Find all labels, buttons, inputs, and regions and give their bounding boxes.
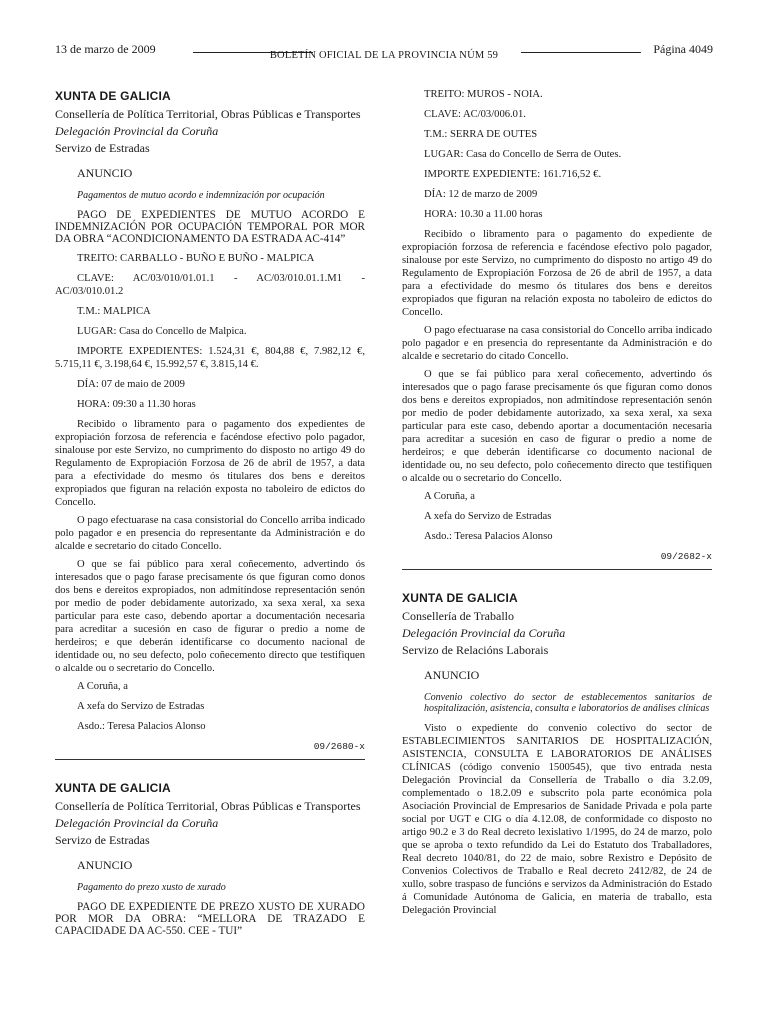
notice-divider: [402, 569, 712, 570]
delegacion-name: Delegación Provincial da Coruña: [55, 124, 219, 138]
body-paragraph: O pago efectuarase na casa consistorial do Concello arriba indicado polo pagador e en presencia do representante da Administración e do alcalde e secretario do citado Concello.: [55, 515, 365, 552]
notice-divider: [55, 759, 365, 760]
notice-title: PAGO DE EXPEDIENTE DE PREZO XUSTO DE XURADO POR MOR DA OBRA: “MELLORA DE TRAZADO E CAPACIDADE DA AC-550. CEE - TUI”: [55, 901, 365, 937]
anuncio-label: ANUNCIO: [77, 858, 133, 872]
body-paragraph: O pago efectuarase na casa consistorial do Concello arriba indicado polo pagador e en presencia do representante da Administración e do alcalde e secretario do citado Concello.: [402, 325, 712, 362]
servizo-name: Servizo de Estradas: [55, 833, 150, 847]
conselleria-name: Consellería de Política Territorial, Obras Públicas e Transportes: [55, 799, 361, 813]
body-paragraph: Recibido o libramento para o pagamento dos expedientes de expropiación forzosa de referencia e facéndose efectivo polo pagador, sinalouse por este Servizo, no cumprimento do disposto no artigo 49 do Regulamento de Expropiación Forzosa de 26 de abril de 1957, a data para a efectividade do mesmo ós titulares dos bens e dereitos expropiados que figuran na relación exposta no taboleiro de edictos do Concello.: [55, 419, 365, 508]
notice-estradas-xurado: [55, 782, 365, 937]
issue-date: 13 de marzo de 2009: [55, 42, 156, 56]
page-number: Página 4049: [653, 42, 713, 56]
signature-role: A xefa do Servizo de Estradas: [424, 511, 552, 522]
field-importe: IMPORTE EXPEDIENTES: 1.524,31 €, 804,88 €, 7.982,12 €, 5.715,11 €, 3.198,64 €, 15.992,57 €, 3.815,14 €.: [55, 346, 365, 370]
issuer-heading: XUNTA DE GALICIA: [55, 89, 171, 103]
notice-subject: Pagamentos de mutuo acordo e indemnización por ocupación: [77, 190, 325, 201]
delegacion-name: Delegación Provincial da Coruña: [55, 816, 219, 830]
field-treito: TREITO: MUROS - NOIA.: [424, 89, 543, 100]
anuncio-label: ANUNCIO: [424, 668, 480, 682]
notice-subject: Pagamento do prezo xusto de xurado: [77, 882, 226, 893]
servizo-name: Servizo de Relacións Laborais: [402, 643, 549, 657]
conselleria-name: Consellería de Política Territorial, Obras Públicas e Transportes: [55, 107, 361, 121]
left-column: [55, 88, 365, 944]
field-hora: HORA: 09:30 a 11.30 horas: [77, 399, 196, 410]
notice-title: PAGO DE EXPEDIENTES DE MUTUO ACORDO E INDEMNIZACIÓN POR OCUPACIÓN TEMPORAL POR MOR DA OBRA “ACONDICIONAMENTO DA ESTRADA AC-414”: [55, 209, 365, 245]
delegacion-name: Delegación Provincial da Coruña: [402, 626, 566, 640]
notice-reference: 09/2680-x: [313, 741, 365, 752]
field-clave: CLAVE: AC/03/006.01.: [424, 109, 526, 120]
page-header: [55, 42, 713, 62]
body-paragraph: O que se fai público para xeral coñecemento, advertindo ós interesados que o pago farase precisamente ós que figuran como donos dos bens e dereitos expropiados, non admitíndose representación senón por medio de poder debidamente autorizado, xa sexa xeral, xa sexa particular para este caso, debendo aportar a documentación necesaria para acreditar a sucesión en caso de figurar o predio a nome de herdeiros; e que deberán identificarse co documento nacional de identidade ou, no seu defecto, polo coñecemento directo que testifiquen o alcalde ou o secretario do Concello.: [402, 369, 712, 484]
anuncio-label: ANUNCIO: [77, 166, 133, 180]
signature-place: A Coruña, a: [77, 681, 128, 692]
field-lugar: LUGAR: Casa do Concello de Malpica.: [77, 326, 247, 337]
signature-role: A xefa do Servizo de Estradas: [77, 701, 205, 712]
body-paragraph: Recibido o libramento para o pagamento do expediente de expropiación forzosa de referencia e facéndose efectivo polo pagador, sinalouse por este Servizo, no cumprimento do disposto no artigo 49 do Regulamento de Expropiación Forzosa de 26 de abril de 1957, a data para a efectividade do mesmo ós titulares dos bens e dereitos expropiados que figuran na relación exposta no taboleiro de edictos do Concello.: [402, 229, 712, 318]
notice-estradas-malpica: [55, 90, 365, 760]
notice-estradas-serra-de-outes: [402, 88, 712, 570]
notice-subject: Convenio colectivo do sector de establecementos sanitarios de hospitalización, asistencia, consulta e laboratorios de análises clínicas: [424, 692, 712, 714]
conselleria-name: Consellería de Traballo: [402, 609, 514, 623]
field-lugar: LUGAR: Casa do Concello de Serra de Outes.: [424, 149, 622, 160]
notice-traballo-convenio: [402, 592, 712, 917]
issuer-heading: XUNTA DE GALICIA: [402, 591, 518, 605]
body-paragraph: Visto o expediente do convenio colectivo do sector de ESTABLECIMIENTOS SANITARIOS DE HOSPITALIZACIÓN, ASISTENCIA, CONSULTA E LABORATORIOS DE ANÁLISES CLÍNICAS (código convenio 1500545), que tivo entrada nesta Delegación Provincial da Consellería de Traballo o día 3.2.09, complementado o 18.2.09 e subscrito pola parte económica pola Asociación Provincial de Empresarios de Sanidade Privada e pola parte social por UGT e CIG o día 4.12.08, de conformidade co disposto no artigo 90.2 e 3 do Real decreto lexislativo 1/1995, do 24 de marzo, polo que se aproba o texto refundido da Lei do Estatuto dos Traballadores, Real decreto 1040/81, do 22 de maio, sobre Rexistro e Depósito de Convenios Colectivos de Traballo e Real decreto 2412/82, de 24 de xullo, sobre traspaso de funcións e servizos da Administración do Estado á Comunidade Autónoma de Galicia, en materia de traballo, esta Delegación Provincial: [402, 723, 712, 916]
signature-name: Asdo.: Teresa Palacios Alonso: [424, 531, 553, 542]
issuer-heading: XUNTA DE GALICIA: [55, 781, 171, 795]
field-dia: DÍA: 07 de maio de 2009: [77, 379, 185, 390]
field-tm: T.M.: SERRA DE OUTES: [424, 129, 538, 140]
body-paragraph: O que se fai público para xeral coñecemento, advertindo ós interesados que o pago farase precisamente ós que figuran como donos dos bens e dereitos expropiados, non admitíndose representación senón por medio de poder debidamente autorizado, xa sexa xeral, xa sexa particular para este caso, debendo aportar a documentación necesaria para acreditar a sucesión en caso de figurar o predio a nome de herdeiros; e que deberán identificarse co documento nacional de identidade ou, no seu defecto, polo coñecemento directo que testifiquen o alcalde ou o secretario do Concello.: [55, 559, 365, 674]
field-dia: DÍA: 12 de marzo de 2009: [424, 189, 538, 200]
header-rule-right: [521, 52, 641, 53]
signature-name: Asdo.: Teresa Palacios Alonso: [77, 721, 206, 732]
servizo-name: Servizo de Estradas: [55, 141, 150, 155]
field-hora: HORA: 10.30 a 11.00 horas: [424, 209, 543, 220]
field-treito: TREITO: CARBALLO - BUÑO E BUÑO - MALPICA: [77, 253, 315, 264]
notice-reference: 09/2682-x: [660, 551, 712, 562]
field-importe: IMPORTE EXPEDIENTE: 161.716,52 €.: [424, 169, 602, 180]
field-tm: T.M.: MALPICA: [77, 306, 151, 317]
right-column: [402, 88, 712, 922]
publication-title: BOLETÍN OFICIAL DE LA PROVINCIA NÚM 59: [269, 50, 499, 61]
signature-place: A Coruña, a: [424, 491, 475, 502]
field-clave: CLAVE: AC/03/010/01.01.1 - AC/03/010.01.1.M1 - AC/03/010.01.2: [55, 273, 365, 297]
